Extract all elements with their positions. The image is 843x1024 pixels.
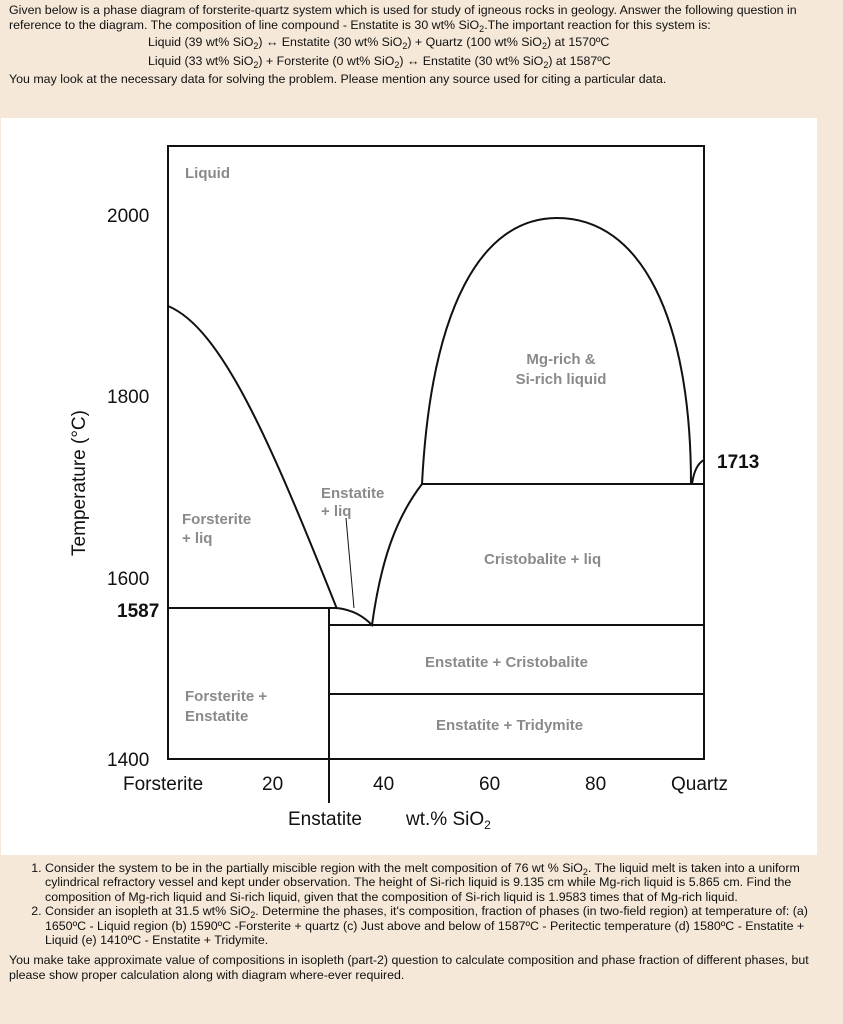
x-tick-forsterite: Forsterite — [123, 774, 204, 795]
closing-note: You make take approximate value of compositions in isopleth (part-2) question to calculate composition and phase fraction of different phases, but please show proper calculation along with diagram where-ever required. — [9, 953, 809, 982]
y-tick-1600: 1600 — [107, 569, 150, 590]
reaction-list — [9, 35, 835, 68]
x-tick-40: 40 — [373, 774, 395, 795]
x-tick-quartz: Quartz — [671, 774, 729, 795]
enstatite-liq-pointer — [346, 518, 354, 608]
phase-diagram-svg — [1, 118, 817, 855]
y-tick-2000: 2000 — [107, 206, 150, 227]
region-two-liquids-line2: Si-rich liquid — [515, 371, 607, 388]
x-tick-60: 60 — [479, 774, 501, 795]
region-cristobalite-liq: Cristobalite + liq — [484, 551, 602, 568]
source-note: You may look at the necessary data for solving the problem. Please mention any source used for citing a particular data. — [9, 72, 667, 87]
region-liquid: Liquid — [185, 165, 230, 182]
region-forsterite-liq-line2: + liq — [182, 530, 213, 547]
region-enstatite-liq-line1: Enstatite — [321, 485, 385, 502]
x-axis-label: wt.% SiO$_2$ — [406, 809, 491, 832]
reaction-2: Liquid (33 wt% SiO$_2$) + Forsterite (0 wt% SiO$_2$) ↔ Enstatite (30 wt% SiO$_2$) at 1587ºC — [148, 53, 611, 70]
region-forsterite-liq-line1: Forsterite — [182, 511, 252, 528]
question-2: 2. Consider an isopleth at 31.5 wt% SiO$_2$. Determine the phases, it's composition, fraction of phases (in two-field region) at temperature of: (a) 1650ºC - Liquid region (b) 1590ºC -Forsterite + quartz (c) Just above and below of 1587ºC - Peritectic temperature (d) 1580ºC - Enstatite + Liquid (e) 1410ºC - Enstatite + Tridymite. — [45, 904, 809, 947]
question-1: 1. Consider the system to be in the partially miscible region with the melt composition of 76 wt % SiO$_2$. The liquid melt is taken into a uniform cylindrical refractory vessel and kept under observation. The height of Si-rich liquid is 9.135 cm while Mg-rich liquid is 5.865 cm. Find the composition of Mg-rich liquid and Si-rich liquid, given that the composition of Si-rich liquid is 1.9583 times that of Mg-rich liquid. — [45, 861, 809, 904]
solidus-and-liquidus — [168, 484, 704, 625]
reaction-1: Liquid (39 wt% SiO$_2$) ↔ Enstatite (30 wt% SiO$_2$) + Quartz (100 wt% SiO$_2$) at 1570ºC — [148, 35, 610, 52]
phase-diagram — [1, 118, 817, 855]
region-two-liquids-line1: Mg-rich & — [526, 351, 596, 368]
region-enstatite-liq-line2: + liq — [321, 503, 352, 520]
y-tick-1400: 1400 — [107, 750, 150, 771]
label-1587: 1587 — [117, 601, 160, 622]
region-enstatite-cristobalite: Enstatite + Cristobalite — [425, 654, 588, 671]
quartz-liquidus — [692, 460, 704, 484]
intro-paragraph: Given below is a phase diagram of forsterite-quartz system which is used for study of igneous rocks in geology. Answer the following question in reference to the diagram. The composition of line compound - Enstatite is 30 wt% SiO$_2$.The important reaction for this system is: — [9, 3, 797, 34]
label-1713: 1713 — [717, 452, 760, 473]
x-tick-80: 80 — [585, 774, 607, 795]
region-enstatite-tridymite: Enstatite + Tridymite — [436, 717, 584, 734]
intro-section — [9, 3, 835, 87]
region-forsterite-enstatite-line1: Forsterite + — [185, 688, 268, 705]
enstatite-axis-label: Enstatite — [288, 809, 362, 830]
region-forsterite-enstatite-line2: Enstatite — [185, 708, 249, 725]
y-tick-1800: 1800 — [107, 387, 150, 408]
questions-section — [9, 861, 809, 982]
forsterite-liquidus — [168, 306, 337, 609]
y-axis-label: Temperature (°C) — [69, 410, 90, 556]
x-tick-20: 20 — [262, 774, 284, 795]
question-list — [9, 861, 809, 947]
